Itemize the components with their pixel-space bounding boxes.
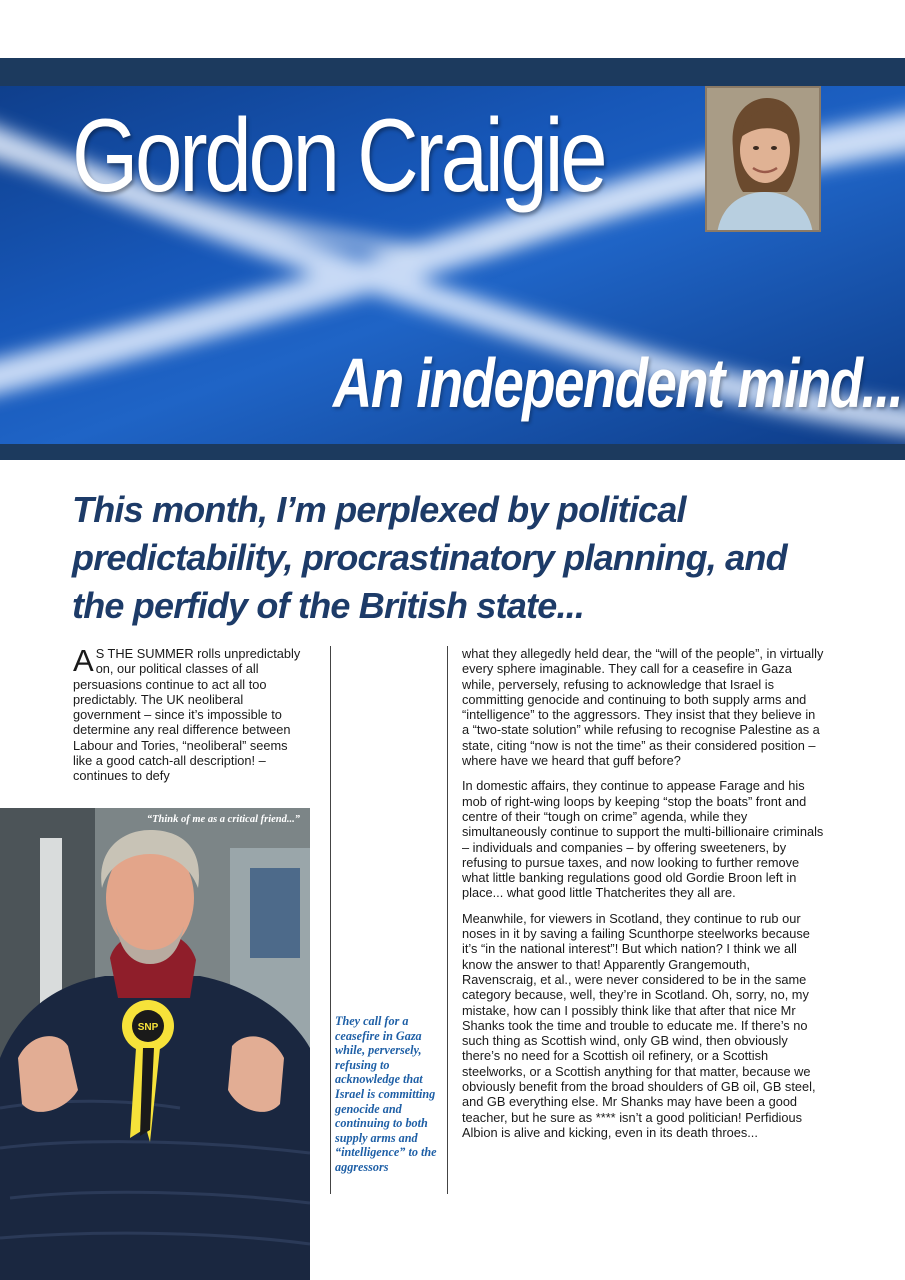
column-banner [0, 86, 905, 446]
politician-photo [0, 808, 310, 1280]
pull-quote: They call for a ceasefire in Gaza while, perversely, refusing to acknowledge that Israel is committing genocide and continuing to both supply arms and “intelligence” to the aggressors [335, 1014, 437, 1174]
columnist-name: Gordon Craigie [72, 98, 605, 214]
article-paragraph: In domestic affairs, they continue to appease Farage and his mob of right-wing loops by keeping “stop the boats” front and centre of their “tough on crime” agenda, while they simultaneously continue to support the multi-billionaire criminals – individuals and companies – by offering sweeteners, by refusing to pursue taxes, and now looking to further remove what little banking regulations good old Gordie Broon left in place... what good little Thatcherites they all are. [462, 778, 824, 901]
headshot-portrait [707, 88, 821, 232]
article-paragraph-opening [73, 643, 309, 784]
column-tagline: An independent mind... [333, 344, 903, 422]
drop-cap: A [73, 643, 94, 678]
column-divider-right [447, 646, 448, 1194]
article-paragraph: what they allegedly held dear, the “will of the people”, in virtually every sphere imaginable. They call for a ceasefire in Gaza while, perversely, refusing to acknowledge that Israel is committing genocide and continuing to both supply arms and “intelligence” to the aggressors. They insist that they believe in a “two-state solution” while refusing to recognise Palestine as a state, citing “now is not the time” as their considered position – where have we heard that guff before? [462, 646, 824, 769]
column-divider-left [330, 646, 331, 1194]
article-photo [0, 808, 310, 1280]
article-left-column [73, 643, 309, 794]
opening-text: S THE SUMMER rolls unpredictably on, our political classes of all persuasions continue to act all too predictably. The UK neoliberal government – since it’s impossible to determine any real difference between Labour and Tories, “neoliberal” seems like a good catch-all description! – continues to defy [73, 646, 301, 784]
header-bottom-bar [0, 444, 905, 460]
header-top-bar [0, 58, 905, 86]
article-right-column [462, 646, 824, 1150]
article-paragraph: Meanwhile, for viewers in Scotland, they continue to rub our noses in it by saving a failing Scunthorpe steelworks because it’s “in the national interest”! But which nation? I think we all know the answer to that! Apparently Grangemouth, Ravenscraig, et al., were never considered to be in the same category because, well, they’re in Scotland. Oh, sorry, no, my mistake, how can I possibly think like that after that nice Mr Shanks took the time and trouble to educate me. If there’s no such thing as Scottish wind, only GB wind, then obviously there’s no need for a Scottish oil refinery, or a Scottish steelworks, or a Scottish anything for that matter, because we obviously benefit from the broad shoulders of GB oil, GB steel, and GB everything else. Mr Shanks may have been a good teacher, but he sure as **** isn’t a good politician! Perfidious Albion is alive and kicking, even in its death throes... [462, 910, 816, 1140]
columnist-headshot [705, 86, 821, 232]
article-standfirst: This month, I’m perplexed by political predictability, procrastinatory planning, and the perfidy of the British state... [72, 489, 787, 626]
photo-caption: “Think of me as a critical friend...” [146, 814, 300, 825]
rosette-label: SNP [137, 1022, 159, 1033]
